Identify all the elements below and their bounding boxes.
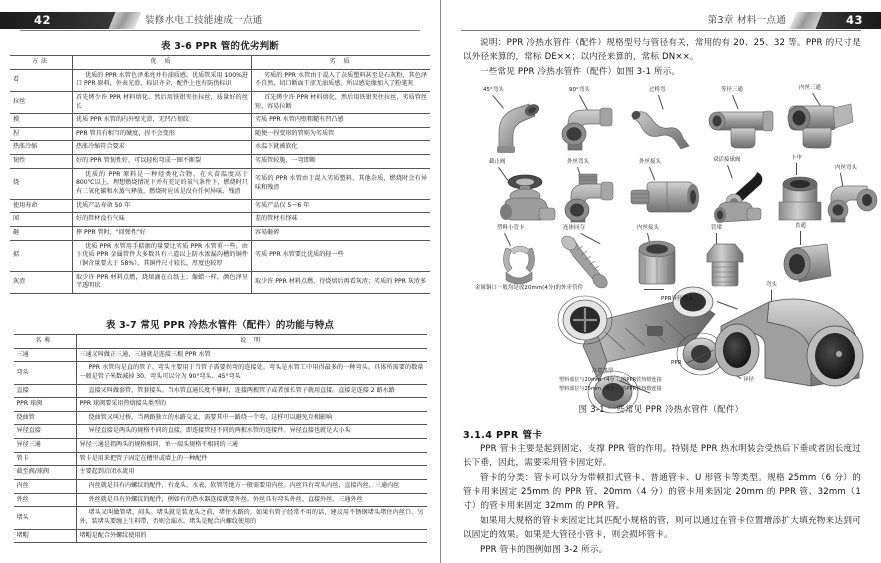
row-desc-cell — [252, 213, 431, 227]
row-desc-cell — [76, 466, 427, 480]
figure-label-integrated-clamp: 连体同夺 — [563, 225, 585, 231]
row-name-text: 砸 — [13, 228, 20, 236]
row-desc-cell — [76, 439, 427, 453]
row-good-text: 好的 PPR 管韧性好，可以轻松弯成一圈不断裂 — [76, 157, 202, 165]
row-good-cell — [73, 91, 252, 113]
paragraph-clamp-function: PPR 管卡主要是起到固定、支撑 PPR 管的作用。特别是 PPR 热水明装会受热后下垂或者因长度过长下垂，因此，需要采用管卡固定好。 — [463, 444, 861, 468]
row-desc-text: 取少许 PPR 材料点燃，待烧熔后再看灰渣；劣质的 PPR 灰渣多 — [255, 277, 427, 285]
row-name-text: 使用寿命 — [13, 201, 38, 209]
row-name-cell — [10, 213, 73, 227]
figure-label-plastic-small-clamp: 塑料小管卡 — [497, 225, 525, 231]
row-desc-text: 异径直接是两头的规格不同的直接，即连接管径不同的两根水管的连接件。异径直接也就是大小头 — [88, 427, 351, 435]
row-desc-cell — [252, 168, 431, 199]
row-good-cell — [73, 127, 252, 141]
row-name-cell — [14, 529, 77, 543]
row-name-cell — [10, 199, 73, 213]
row-desc-cell — [76, 384, 427, 398]
right-head-rule — [461, 30, 861, 31]
table-row — [14, 384, 427, 398]
table-3-6-header-cell: 优 质 — [73, 56, 252, 70]
callout-metal-port: 金属铜口一般均是放20mm(4分)的外牙管件 — [475, 285, 584, 291]
row-name-cell — [14, 452, 77, 466]
table-3-6 — [10, 55, 430, 294]
row-name-text: 掂 — [13, 251, 20, 259]
table-row — [14, 493, 427, 507]
row-name-text: 外丝 — [16, 495, 29, 503]
right-page-number: 43 — [845, 13, 863, 27]
table-row — [14, 411, 427, 425]
row-name-text: 灰渣 — [13, 277, 26, 285]
table-row — [10, 155, 430, 169]
row-desc-text: 堵帽是配合外螺纹使用的 — [79, 531, 147, 539]
row-good-text: 好的管材没有气味 — [76, 215, 125, 223]
row-desc-cell — [76, 507, 427, 529]
right-running-head — [441, 12, 881, 29]
row-desc-text: PPR 球阀要采用热熔接头类型的 — [79, 400, 167, 408]
row-name-text: 内丝 — [16, 482, 29, 490]
row-name-cell — [10, 141, 73, 155]
fitting-45-elbow — [483, 102, 541, 154]
row-name-text: 摸 — [13, 116, 20, 124]
paragraph-figure-3-2-reference: PPR 管卡的图例如图 3-2 所示。 — [480, 545, 608, 555]
row-desc-cell — [76, 452, 427, 466]
figure-label-45-elbow: 45°弯头 — [483, 87, 504, 93]
fitting-female-thread-tee — [783, 100, 857, 150]
row-name-text: 看 — [13, 75, 20, 83]
row-desc-cell — [252, 271, 431, 293]
row-name-cell — [14, 411, 77, 425]
table-row — [10, 199, 430, 213]
right-page — [441, 0, 881, 563]
row-name-text: 直接 — [16, 386, 29, 394]
fitting-90-elbow — [560, 104, 622, 154]
table-3-7-header-cell: 说 明 — [76, 335, 427, 349]
row-desc-text: 三通又叫做正三通，三通就是连接三根 PPR 水管 — [79, 350, 211, 358]
figure-label-male-thread-elbow: 外丝弯头 — [567, 159, 589, 165]
row-desc-text: 劣质产品仅 5～6 年 — [255, 201, 310, 209]
table-3-6-header-cell: 劣 质 — [252, 56, 431, 70]
row-name-text: 烧 — [13, 179, 20, 187]
fitting-bridge-bend — [631, 106, 693, 150]
book-title-running-head: 装修水电工技能速成一点通 — [145, 15, 263, 26]
row-name-cell — [14, 493, 77, 507]
row-good-cell — [73, 114, 252, 128]
figure-label-stop-valve: 截止阀 — [489, 159, 506, 165]
row-good-text: 优质的 PPR 水管色泽柔亮并有油质感。优质管采用 100%进口 PPR 原料，外表光滑，标识齐全，配件上也有防伪标识 — [76, 71, 248, 88]
row-name-text: 绕曲管 — [16, 413, 35, 421]
row-name-text: 异径三通 — [16, 441, 41, 449]
table-row — [14, 466, 427, 480]
table-3-7-header-row — [14, 335, 427, 349]
paragraph-figure-reference: 一些常见 PPR 冷热水管件（配件）如图 3-1 所示。 — [480, 67, 681, 77]
row-desc-text: 劣质 PPR 水管要比优质的轻一些 — [255, 251, 344, 259]
table-row — [10, 127, 430, 141]
row-name-text: PPR 球阀 — [16, 400, 43, 408]
row-name-cell — [14, 348, 77, 362]
row-good-cell — [73, 155, 252, 169]
row-desc-text: 绕曲管又叫过桥。当两路独立的水路交叉，需要其中一路绕一个弯，这样可以避免互相影响 — [88, 413, 333, 421]
row-desc-text: 差的管材有怪味 — [255, 215, 298, 223]
row-name-cell — [14, 507, 77, 529]
table-3-7 — [14, 334, 427, 543]
row-desc-cell — [76, 411, 427, 425]
table-3-6-caption: 表 3-6 PPR 管的优劣判断 — [160, 41, 280, 52]
callout-note-line-1: 塑料部位与20mm（4分 ）的PPR管热熔连接 — [559, 377, 662, 383]
figure-label-male-thread-coupling: 外丝接头 — [639, 159, 661, 165]
row-good-cell — [73, 141, 252, 155]
fitting-male-thread-elbow — [561, 172, 623, 226]
table-3-6-header-row — [10, 56, 430, 70]
row-desc-text: 直接又叫做套管、管套接头。当水管直通长度不够时，连接两根管子或者加长管子就用直接。直接是连接 2 路水路 — [88, 386, 395, 394]
row-name-cell — [14, 480, 77, 494]
row-good-text: PPR 管具有相当的硬度，捏不会变形 — [76, 129, 175, 137]
fitting-plastic-small-clamp — [496, 238, 544, 286]
row-good-text: 优质的 PPR 原料是一种烃类化合物，在火苗温度高于 800℃以上，理想燃烧情况下并有充足的氧气条件下，燃烧时只有二氧化碳和水蒸气释放，燃烧时应该是没有任何异味、残渣 — [76, 170, 248, 196]
table-row — [10, 141, 430, 155]
figure-label-straight-coupling: 直通 — [795, 223, 806, 229]
figure-label-pipe-nipple: 卜申 — [791, 155, 802, 161]
row-desc-cell — [252, 69, 431, 91]
row-desc-cell — [76, 480, 427, 494]
row-name-cell — [14, 466, 77, 480]
row-desc-text: 异径三通是指两头的规格相同，单一端头规格不相同的三通 — [79, 441, 238, 449]
table-row — [10, 226, 430, 240]
callout-ppr-reducer-elbow: PPR异径弯头 — [661, 296, 694, 302]
row-desc-text: 劣质管较脆，一弯即断 — [255, 157, 316, 165]
paragraph-clamp-size-mismatch: 如果用大规格的管卡来固定比其匹配小规格的管，则可以通过在管卡位置增添扩大填充物来达到可以固定的效果。如果是大管径小管卡，则会损坏管卡。 — [463, 516, 861, 540]
table-row — [14, 480, 427, 494]
figure-label-female-thread-elbow: 内丝弯头 — [835, 165, 857, 171]
table-row — [10, 168, 430, 199]
table-3-7-header-cell: 名称 — [14, 335, 77, 349]
row-desc-text: 外丝就是具有外螺纹的配件，例如有的热水器连接就要外丝。外丝具有弯头外丝、直接外丝、三通外丝 — [88, 495, 363, 503]
row-desc-cell — [252, 127, 431, 141]
table-row — [14, 452, 427, 466]
table-3-7-block — [0, 317, 440, 543]
row-name-cell — [14, 398, 77, 412]
figure-label-90-elbow: 90°弯头 — [569, 87, 590, 93]
row-name-cell — [14, 362, 77, 384]
fitting-female-thread-elbow — [827, 180, 881, 226]
row-name-cell — [14, 425, 77, 439]
row-name-text: 弯头 — [16, 368, 29, 376]
row-name-cell — [10, 114, 73, 128]
row-name-cell — [10, 155, 73, 169]
row-good-cell — [73, 240, 252, 271]
callout-reducer: 异径 — [743, 377, 754, 383]
paragraph-clamp-types: 管卡的分类：管卡可以分为带顿扣式管卡、普通管卡、U 形管卡等类型。规格 25mm（6 分）的管卡用来固定 25mm 的 PPR 管、20mm（4 分）的管卡用来固定 20mm 的 PPR 管、32mm（1 寸）的管卡用来固定 32mm 的 PPR 管。 — [463, 473, 861, 511]
paragraph-spec-note: 说明：PPR 冷热水管件（配件）规格型号与管径有关，常用的有 20、25、32 等。PPR 的尺寸是以外径来算的，常标 DE××；以内径来算的，常标 DN××。 — [463, 38, 861, 62]
figure-label-equal-tee: 等径三通 — [721, 87, 743, 93]
table-row — [14, 439, 427, 453]
row-desc-cell — [252, 240, 431, 271]
figure-3-1 — [441, 80, 881, 480]
row-good-cell — [73, 226, 252, 240]
fitting-large-reducer-elbow — [707, 294, 871, 390]
row-desc-text: 随便一捏变形的管则为劣质管 — [255, 129, 335, 137]
row-desc-text: 主要起到启闭水流用 — [79, 468, 135, 476]
row-desc-text: 管卡是用来把管子固定在槽里或墙上的一种配件 — [79, 454, 208, 462]
fitting-straight-coupling — [781, 242, 837, 286]
table-row — [14, 529, 427, 543]
table-3-6-block — [0, 38, 440, 294]
fitting-pipe-nipple — [773, 174, 829, 222]
callout-elbow: 弯头 — [766, 282, 777, 288]
row-name-cell — [10, 226, 73, 240]
row-name-cell — [10, 127, 73, 141]
table-row — [10, 240, 430, 271]
row-desc-cell — [252, 91, 431, 113]
row-name-cell — [14, 384, 77, 398]
fitting-equal-tee — [705, 106, 779, 150]
table-row — [14, 362, 427, 384]
row-name-cell — [10, 69, 73, 91]
fitting-male-thread-coupling — [627, 176, 701, 220]
table-row — [10, 91, 430, 113]
row-name-cell — [10, 271, 73, 293]
table-row — [14, 348, 427, 362]
table-3-6-header-cell: 方法 — [10, 56, 73, 70]
row-good-cell — [73, 199, 252, 213]
row-good-text: 热胀冷缩符合要求 — [76, 143, 125, 151]
left-head-rule — [20, 30, 420, 31]
row-good-text: 首先烤少许 PPR 材料熔化，然后用铁钳夹住拉丝，质量好的丝长 — [76, 93, 248, 110]
figure-label-double-union-ball-valve: 双活接球阀 — [713, 157, 741, 163]
table-row — [14, 507, 427, 529]
row-name-text: 堵帽 — [16, 531, 29, 539]
row-good-text: 取少许 PPR 材料点燃，烧熔滴在白纸上；像蜡一样，颜色泽呈半透明状 — [76, 273, 248, 290]
row-name-cell — [14, 439, 77, 453]
table-3-7-caption: 表 3-7 常见 PPR 冷热水管件（配件）的功能与特点 — [105, 320, 335, 331]
callout-ppr: PPR — [671, 360, 682, 366]
row-good-text: 摔 PPR 管时，"回弹性"好 — [76, 228, 146, 236]
fitting-double-union-ball-valve — [707, 170, 775, 226]
row-desc-cell — [76, 493, 427, 507]
left-running-head — [0, 12, 440, 29]
row-desc-cell — [76, 348, 427, 362]
row-name-text: 韧性 — [13, 157, 26, 165]
figure-3-1-caption: 图 3-1 一些常见 PPR 冷热水管件（配件） — [578, 404, 744, 414]
row-desc-cell — [76, 398, 427, 412]
row-name-text: 拉丝 — [13, 98, 26, 106]
row-good-text: 优质 PPR 水管用手掂据的量要比劣质 PPR 水管重一些。由于优质 PPR 金属管件大多数具有三道以上防水渗漏沟槽的铜件（铜含量要大于 58%），其铜件尺寸较长、厚度也较厚 — [76, 242, 248, 267]
row-good-text: 优质产品寿命 50 年 — [76, 201, 131, 209]
row-desc-cell — [76, 529, 427, 543]
figure-label-bridge-bend: 过桥弯 — [649, 87, 666, 93]
row-name-cell — [10, 168, 73, 199]
section-heading-3-1-4: 3.1.4 PPR 管卡 — [463, 430, 543, 441]
row-desc-text: 首先烤少许 PPR 材料熔化，然后用铁钳夹住拉丝，劣质管丝短，容易拉断 — [255, 93, 427, 110]
row-desc-cell — [252, 226, 431, 240]
row-name-text: 三通 — [16, 350, 29, 358]
head-slash-decoration — [109, 12, 142, 29]
row-desc-cell — [76, 362, 427, 384]
table-row — [14, 398, 427, 412]
row-name-text: 热胀冷缩 — [13, 143, 38, 151]
row-desc-cell — [252, 155, 431, 169]
row-good-cell — [73, 69, 252, 91]
table-row — [10, 213, 430, 227]
row-good-text: 优质 PPR 水管的内外壁光滑，无凹凸划纹 — [76, 116, 189, 124]
row-desc-text: 劣质的 PPR 水管由于混入劣质塑料，其他杂质，燃烧时会有异味和残渣 — [255, 175, 427, 191]
row-desc-text: 内丝就是具有内螺纹的配件，有龙头、水表、软管等地方一般需要用内丝。内丝具有弯头内丝、直接内丝、三通内丝 — [88, 482, 400, 490]
row-desc-text: 堵头又叫做管堵、闷头。堵头就是装龙头之前，堵住水路的。如果有管子经常不用的话，建议用不锈钢堵头堵住内丝口。另外，装堵头要缠上生料带，否则会漏水。堵头是配合内螺纹使用的 — [79, 509, 424, 525]
callout-note-title: 注意类型 — [592, 368, 614, 374]
row-desc-text: 容易砸碎 — [255, 228, 280, 236]
table-row — [14, 425, 427, 439]
row-desc-text: 劣质 PPR 水管内壁粗糙有凹凸感 — [255, 116, 344, 124]
figure-label-pipe-plug: 管堵 — [711, 225, 722, 231]
row-good-cell — [73, 271, 252, 293]
row-name-text: 堵头 — [16, 513, 29, 521]
row-name-text: 异径直接 — [16, 427, 41, 435]
fitting-stop-valve — [493, 172, 559, 224]
row-name-cell — [10, 240, 73, 271]
leader-line — [644, 289, 664, 290]
fitting-integrated-clamp — [555, 236, 613, 288]
row-desc-cell — [252, 141, 431, 155]
row-desc-text: PPR 水管均是直的管子。弯头主要用于当管子需要拐弯的连接处。弯头是水管工中用得最多的一种弯头。具体所需要的数量一般是管子米数减掉 30。弯头可以分为 90°弯头、45°弯头 — [79, 364, 424, 380]
row-name-cell — [10, 91, 73, 113]
row-name-text: 管卡 — [16, 454, 29, 462]
row-name-text: 截至阀/球阀 — [16, 468, 50, 476]
row-desc-text: 劣质的 PPR 水管由于混入了杂质塑料甚至是石灰粉，其色泽不自然，切口断面干涩无油质感，所以感觉像加入了粉笔灰 — [255, 71, 427, 88]
row-good-cell — [73, 168, 252, 199]
table-row — [10, 271, 430, 293]
table-row — [10, 69, 430, 91]
left-page-number: 42 — [34, 13, 52, 27]
table-row — [10, 114, 430, 128]
row-desc-cell — [252, 199, 431, 213]
fitting-pipe-plug — [697, 240, 753, 290]
row-desc-cell — [76, 425, 427, 439]
row-desc-cell — [252, 114, 431, 128]
row-name-text: 捏 — [13, 129, 20, 137]
chapter-title-running-head: 第3章 材料一点通 — [707, 15, 786, 26]
row-name-text: 闻 — [13, 215, 20, 223]
row-desc-text: 水温下就被软化 — [255, 143, 298, 151]
figure-label-female-thread-joint: 内丝接头 — [637, 225, 659, 231]
row-good-cell — [73, 213, 252, 227]
fitting-female-thread-joint — [631, 238, 683, 290]
callout-note-line-2: 塑料部位与25mm（6分 ）的PPR管热熔连接 — [559, 386, 662, 392]
left-page — [0, 0, 440, 563]
figure-label-female-thread-tee: 内丝三通 — [799, 85, 821, 91]
